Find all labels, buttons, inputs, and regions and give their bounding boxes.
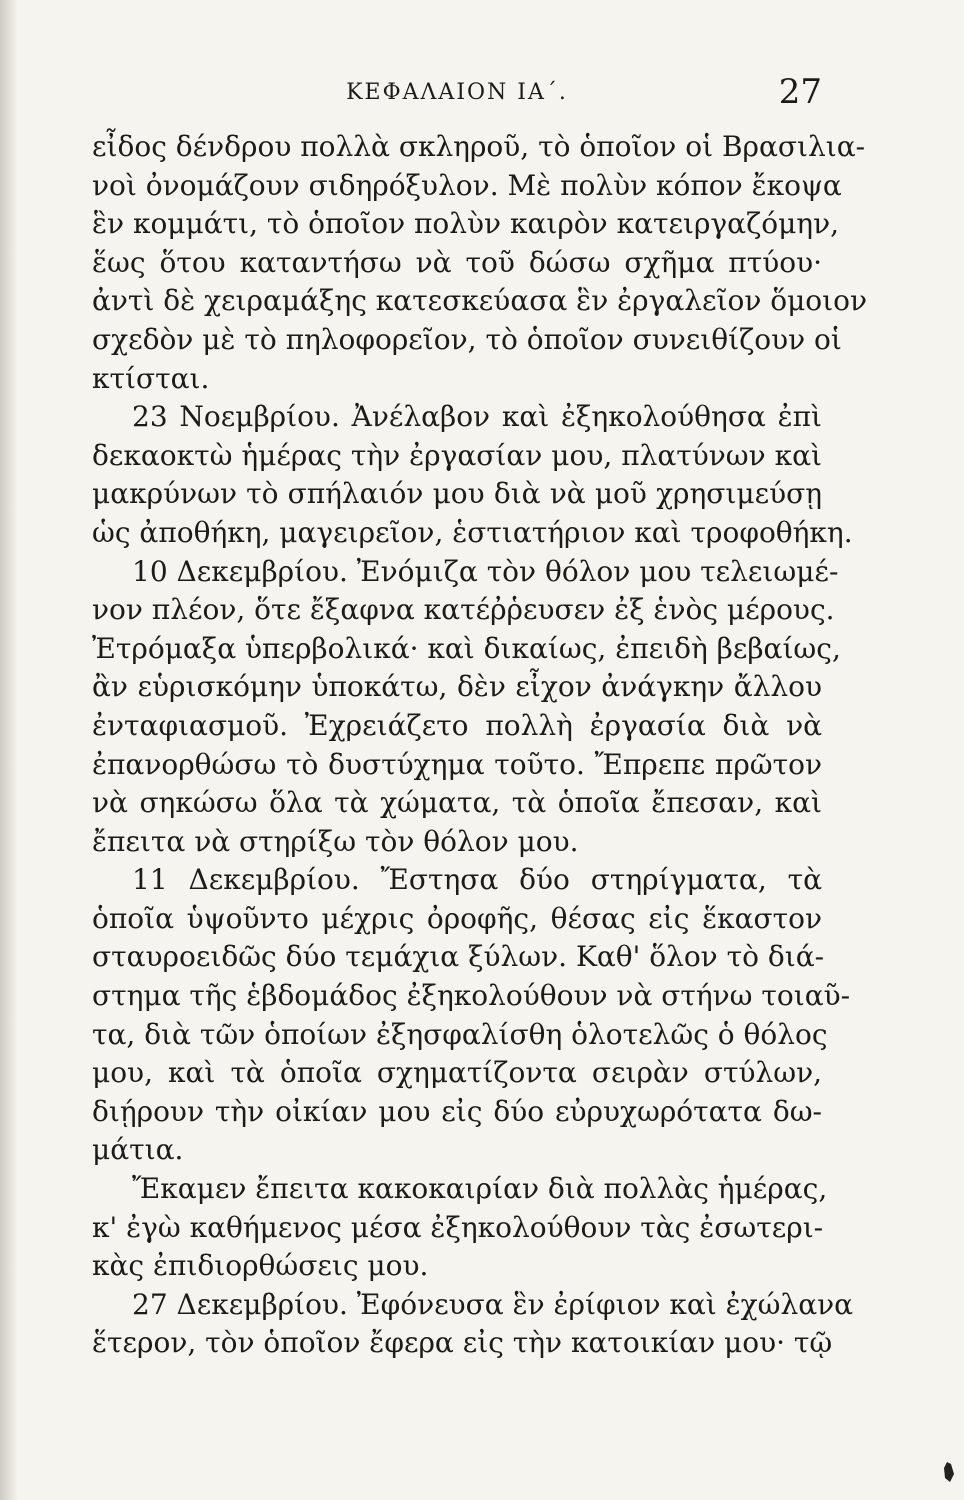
text-line: 23 Νοεμβρίου. Ἀνέλαβον καὶ ἐξηκολούθησα ἐπὶ: [132, 400, 822, 434]
text-line: ἓν κομμάτι, τὸ ὁποῖον πολὺν καιρὸν κατειργαζόμην,: [92, 207, 839, 241]
chapter-title: ΚΕΦΑΛΑΙΟΝ ΙΑ΄.: [346, 80, 568, 105]
text-line: διῄρουν τὴν οἰκίαν μου εἰς δύο εὐρυχωρότατα δω-: [92, 1094, 822, 1128]
page-number: 27: [778, 72, 822, 112]
text-line: ἕτερον, τὸν ὁποῖον ἔφερα εἰς τὴν κατοικίαν μου· τῷ: [92, 1326, 833, 1360]
text-line: μου, καὶ τὰ ὁποῖα σχηματίζοντα σειρὰν στύλων,: [92, 1056, 822, 1090]
text-line: κὰς ἐπιδιορθώσεις μου.: [92, 1249, 429, 1283]
text-line: ἔπειτα νὰ στηρίξω τὸν θόλον μου.: [92, 824, 579, 858]
text-line: δεκαοκτὼ ἡμέρας τὴν ἐργασίαν μου, πλατύνων καὶ: [92, 438, 822, 472]
text-line: εἶδος δένδρου πολλὰ σκληροῦ, τὸ ὁποῖον οἱ Βρασιλια-: [92, 130, 866, 163]
text-line: τα, διὰ τῶν ὁποίων ἐξησφαλίσθη ὁλοτελῶς ὁ θόλος: [92, 1017, 828, 1051]
text-line: στημα τῆς ἑβδομάδος ἐξηκολούθουν νὰ στήνω τοιαῦ-: [92, 979, 851, 1013]
text-line: 27 Δεκεμβρίου. Ἐφόνευσα ἓν ἐρίφιον καὶ ἐχώλανα: [132, 1287, 854, 1321]
text-line: Ἔκαμεν ἔπειτα κακοκαιρίαν διὰ πολλὰς ἡμέρας,: [132, 1172, 828, 1206]
text-line: ἕως ὅτου καταντήσω νὰ τοῦ δώσω σχῆμα πτύου·: [92, 245, 822, 279]
text-line: σταυροειδῶς δύο τεμάχια ξύλων. Καθ' ὅλον τὸ διά-: [92, 940, 825, 974]
running-head: [92, 72, 822, 112]
text-line: σχεδὸν μὲ τὸ πηλοφορεῖον, τὸ ὁποῖον συνειθίζουν οἱ: [92, 322, 842, 356]
text-line: νοὶ ὀνομάζουν σιδηρόξυλον. Μὲ πολὺν κόπον ἔκοψα: [92, 168, 842, 202]
text-line: 11 Δεκεμβρίου. Ἔστησα δύο στηρίγματα, τὰ: [132, 863, 822, 897]
text-line: ὡς ἀποθήκη, μαγειρεῖον, ἑστιατήριον καὶ τροφοθήκη.: [92, 515, 853, 549]
text-line: ὁποῖα ὑψοῦντο μέχρις ὀροφῆς, θέσας εἰς ἕκαστον: [92, 901, 822, 935]
ink-speck: [944, 1462, 954, 1482]
text-line: ἀντὶ δὲ χειραμάξης κατεσκεύασα ἓν ἐργαλεῖον ὅμοιον: [92, 284, 868, 318]
text-line: ἂν εὑρισκόμην ὑποκάτω, δὲν εἶχον ἀνάγκην ἄλλου: [92, 670, 822, 704]
text-line: 10 Δεκεμβρίου. Ἐνόμιζα τὸν θόλον μου τελειωμέ-: [132, 554, 839, 588]
text-line: νον πλέον, ὅτε ἔξαφνα κατέῤῥευσεν ἐξ ἑνὸς μέρους.: [92, 593, 835, 627]
text-line: μακρύνων τὸ σπήλαιόν μου διὰ νὰ μοῦ χρησιμεύσῃ: [92, 477, 822, 511]
text-line: Ἐτρόμαξα ὑπερβολικά· καὶ δικαίως, ἐπειδὴ βεβαίως,: [92, 631, 841, 665]
text-line: κ' ἐγὼ καθήμενος μέσα ἐξηκολούθουν τὰς ἐσωτερι-: [92, 1210, 824, 1244]
text-line: μάτια.: [92, 1133, 184, 1167]
text-line: ἐπανορθώσω τὸ δυστύχημα τοῦτο. Ἔπρεπε πρῶτον: [92, 747, 822, 781]
text-line: κτίσται.: [92, 361, 210, 395]
text-line: ἐνταφιασμοῦ. Ἐχρειάζετο πολλὴ ἐργασία διὰ νὰ: [92, 708, 822, 742]
page-gutter-shadow: [0, 0, 18, 1500]
text-line: νὰ σηκώσω ὅλα τὰ χώματα, τὰ ὁποῖα ἔπεσαν, καὶ: [92, 786, 822, 820]
body-text: [92, 128, 868, 1363]
